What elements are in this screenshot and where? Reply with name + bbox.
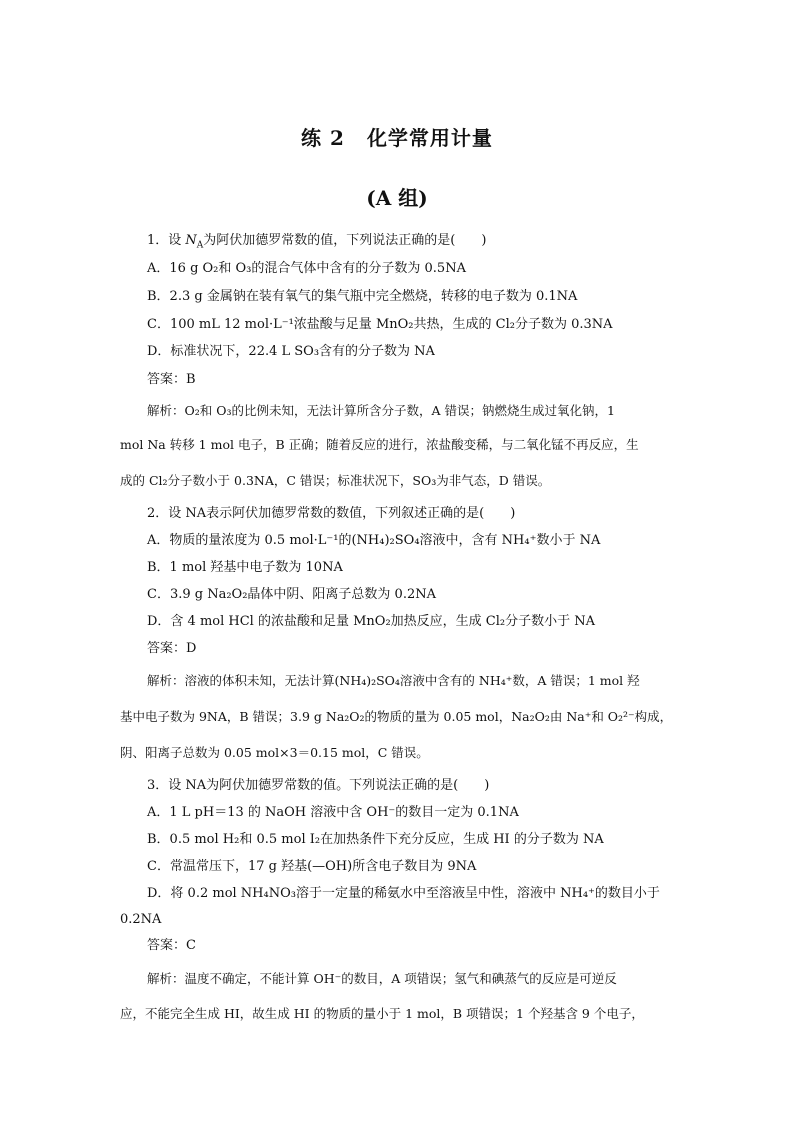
q3-option-a: A．1 L pH＝13 的 NaOH 溶液中含 OH⁻的数目一定为 0.1NA	[147, 805, 519, 820]
q1-option-d: D．标准状况下，22.4 L SO₃含有的分子数为 NA	[147, 344, 435, 359]
section-subtitle: (A 组)	[366, 186, 428, 210]
title-text: 化学常用计量	[366, 126, 493, 150]
q2-option-d: D．含 4 mol HCl 的浓盐酸和足量 MnO₂加热反应，生成 Cl₂分子数小于 NA	[147, 614, 596, 629]
q1-analysis-line-2: mol Na 转移 1 mol 电子，B 正确；随着反应的进行，浓盐酸变稀，与二氧化锰不再反应，生	[120, 437, 639, 452]
q2-option-b: B．1 mol 羟基中电子数为 10NA	[147, 560, 343, 575]
q1-analysis-line-3: 成的 Cl₂分子数小于 0.3NA，C 错误；标准状况下，SO₃为非气态，D 错误。	[120, 473, 551, 488]
q3-stem: 3．设 NA为阿伏加德罗常数的值。下列说法正确的是( )	[147, 778, 490, 793]
q3-option-d-cont: 0.2NA	[120, 912, 162, 927]
q2-option-a: A．物质的量浓度为 0.5 mol·L⁻¹的(NH₄)₂SO₄溶液中，含有 NH₄⁺数小于 NA	[147, 533, 601, 548]
q1-option-c: C．100 mL 12 mol·L⁻¹浓盐酸与足量 MnO₂共热，生成的 Cl₂分子数为 0.3NA	[147, 317, 613, 332]
q3-answer: 答案：C	[147, 938, 196, 953]
q1-answer: 答案：B	[147, 372, 196, 387]
q2-answer: 答案：D	[147, 641, 197, 656]
q3-option-c: C．常温常压下，17 g 羟基(—OH)所含电子数目为 9NA	[147, 859, 477, 874]
q3-analysis-line-2: 应，不能完全生成 HI，故生成 HI 的物质的量小于 1 mol，B 项错误；1 个羟基含 9 个电子，	[120, 1006, 644, 1021]
q1-option-a: A．16 g O₂和 O₃的混合气体中含有的分子数为 0.5NA	[147, 261, 466, 276]
q1-stem: 1．设 $N_A$为阿伏加德罗常数的值，下列说法正确的是( )	[147, 233, 487, 251]
q3-analysis-line-1: 解析：温度不确定，不能计算 OH⁻的数目，A 项错误；氢气和碘蒸气的反应是可逆反	[147, 971, 617, 986]
q2-analysis-line-2: 基中电子数为 9NA，B 错误；3.9 g Na₂O₂的物质的量为 0.05 mol，Na₂O₂由 Na⁺和 O₂²⁻构成，	[120, 709, 673, 724]
q3-option-b: B．0.5 mol H₂和 0.5 mol I₂在加热条件下充分反应，生成 HI 的分子数为 NA	[147, 832, 604, 847]
q2-analysis-line-1: 解析：溶液的体积未知，无法计算(NH₄)₂SO₄溶液中含有的 NH₄⁺数，A 错误；1 mol 羟	[147, 673, 640, 688]
q1-option-b: B．2.3 g 金属钠在装有氧气的集气瓶中完全燃烧，转移的电子数为 0.1NA	[147, 289, 578, 304]
page-title	[0, 122, 794, 151]
title-number: 练 2	[301, 126, 345, 150]
q2-analysis-line-3: 阴、阳离子总数为 0.05 mol×3＝0.15 mol，C 错误。	[120, 745, 429, 760]
q1-analysis-line-1: 解析：O₂和 O₃的比例未知，无法计算所含分子数，A 错误；钠燃烧生成过氧化钠，1	[147, 403, 615, 418]
q2-stem: 2．设 NA表示阿伏加德罗常数的数值，下列叙述正确的是( )	[147, 506, 516, 521]
q2-option-c: C．3.9 g Na₂O₂晶体中阴、阳离子总数为 0.2NA	[147, 587, 436, 602]
q3-option-d: D．将 0.2 mol NH₄NO₃溶于一定量的稀氨水中至溶液呈中性，溶液中 NH₄⁺的数目小于	[147, 886, 660, 901]
